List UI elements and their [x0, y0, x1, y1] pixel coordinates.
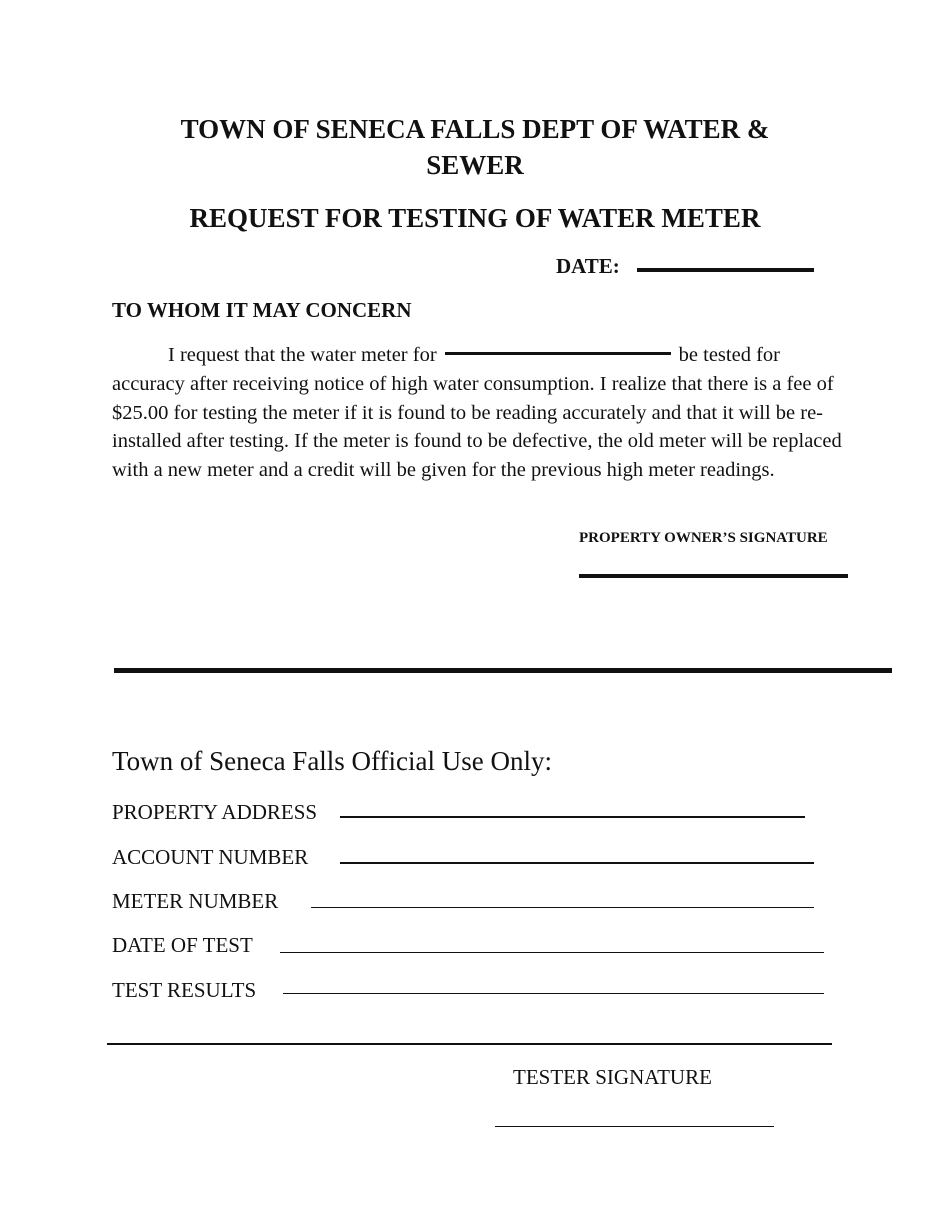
request-paragraph — [112, 341, 842, 485]
form-subtitle: REQUEST FOR TESTING OF WATER METER — [189, 203, 761, 233]
request-first-line — [112, 341, 842, 370]
form-title-line2: SEWER — [426, 150, 524, 180]
meter-number-label: METER NUMBER — [112, 889, 279, 913]
meter-number-line[interactable] — [311, 907, 814, 908]
date-field-line[interactable] — [637, 268, 814, 272]
form-title-line1: TOWN OF SENECA FALLS DEPT OF WATER & — [180, 114, 770, 144]
tester-signature-label: TESTER SIGNATURE — [513, 1065, 712, 1089]
property-address-label: PROPERTY ADDRESS — [112, 800, 318, 824]
owner-signature-line[interactable] — [579, 574, 848, 578]
request-lead: I request that the water meter for — [168, 344, 437, 366]
tester-signature-line[interactable] — [495, 1126, 774, 1127]
bottom-divider — [107, 1043, 832, 1045]
section-divider — [114, 668, 892, 673]
owner-signature-label: PROPERTY OWNER’S SIGNATURE — [579, 530, 828, 546]
account-number-label: ACCOUNT NUMBER — [112, 845, 309, 869]
date-of-test-line[interactable] — [280, 952, 824, 953]
salutation: TO WHOM IT MAY CONCERN — [112, 298, 412, 322]
date-label: DATE: — [556, 254, 620, 278]
test-results-label: TEST RESULTS — [112, 978, 257, 1002]
request-body: accuracy after receiving notice of high water consumption. I realize that there is a fee of $25.00 for testing the meter if it is found to be reading accurately and that it will be re-installed after testing. If the meter is found to be defective, the old meter will be replaced with a new meter and a credit will be given for the previous high meter readings. — [112, 372, 842, 482]
property-address-line[interactable] — [340, 816, 805, 818]
date-of-test-label: DATE OF TEST — [112, 933, 253, 957]
test-results-line[interactable] — [283, 993, 824, 994]
account-number-line[interactable] — [340, 862, 814, 864]
official-use-title: Town of Seneca Falls Official Use Only: — [112, 746, 553, 776]
request-after-blank: be tested for — [678, 344, 780, 366]
meter-address-field-line[interactable] — [445, 352, 671, 355]
